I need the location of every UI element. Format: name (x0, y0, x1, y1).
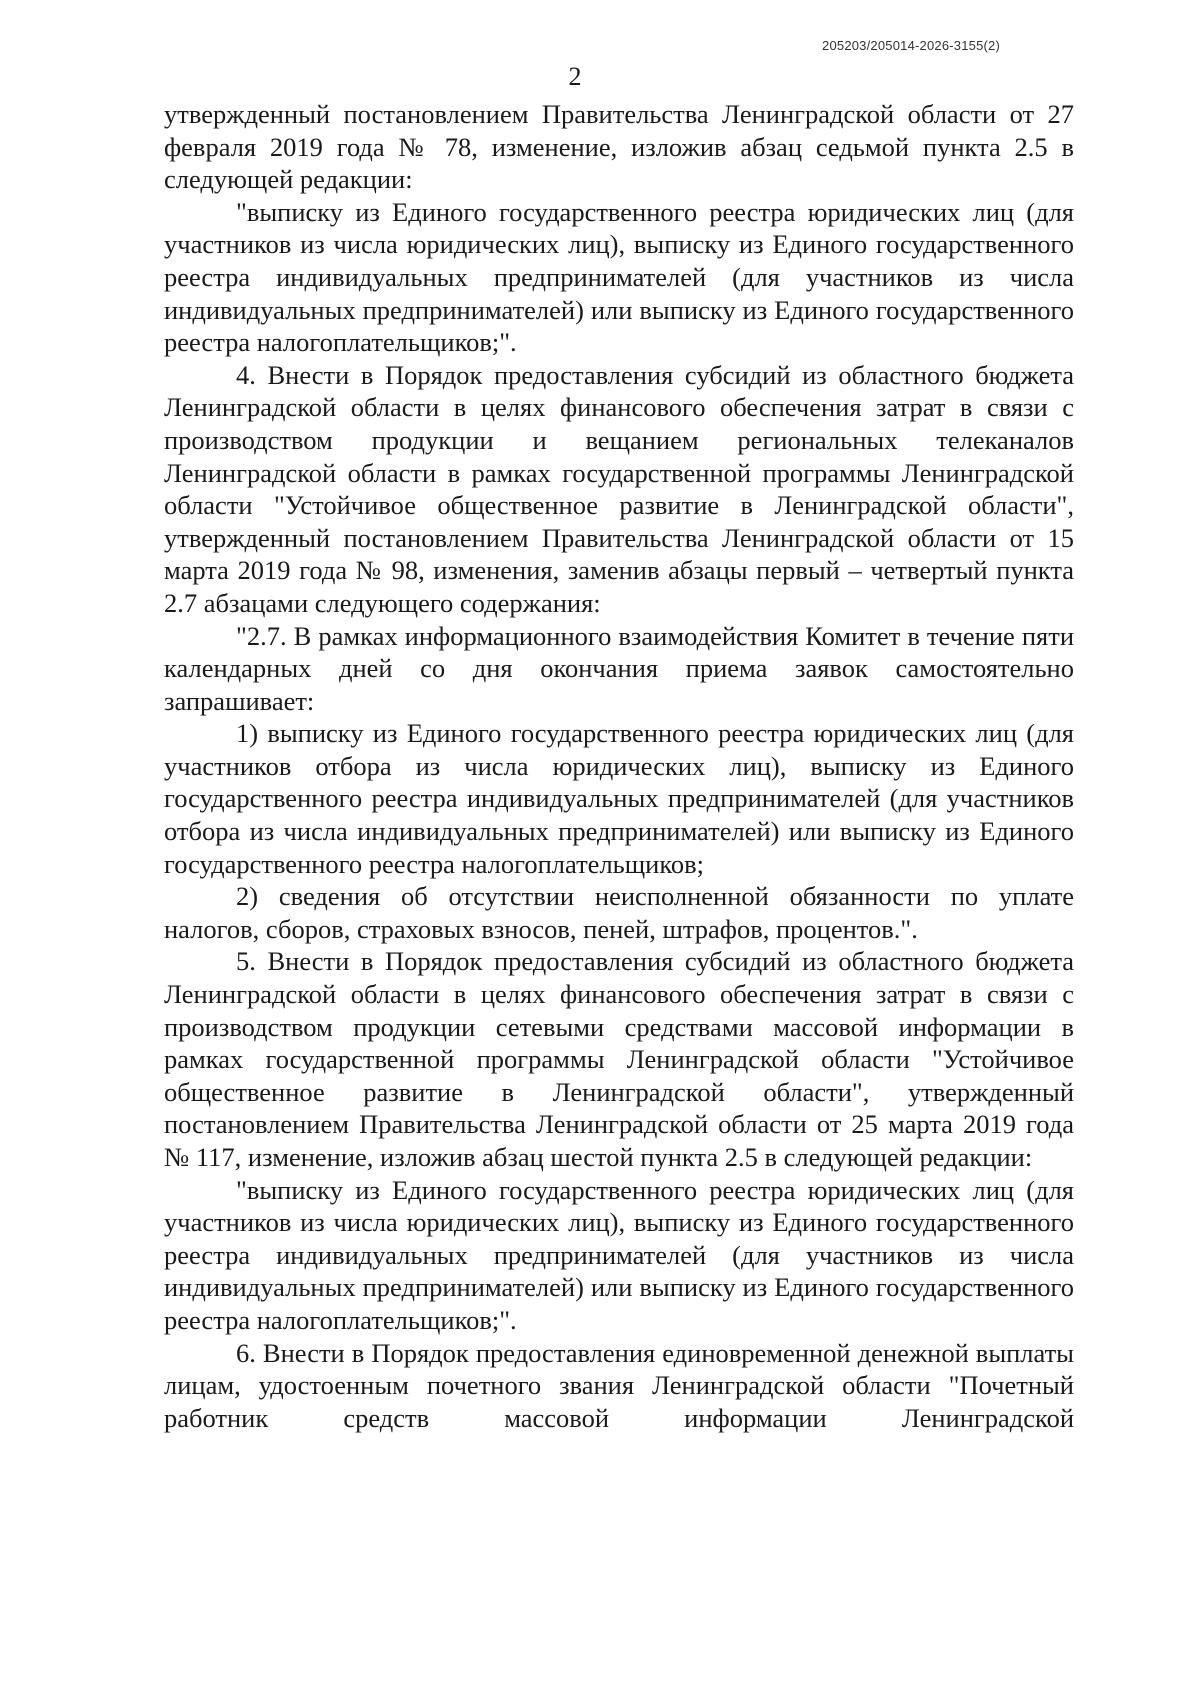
page-number: 2 (568, 62, 582, 91)
paragraph-item-6: 6. Внести в Порядок предоставления единовременной денежной выплаты лицам, удостоенным почетного звания Ленинградской области "Почетный работник средств массовой информации Ленинградской (164, 1337, 1074, 1433)
paragraph-item-2-7: "2.7. В рамках информационного взаимодействия Комитет в течение пяти календарных дней со дня окончания приема заявок самостоятельно запрашивает: (164, 620, 1074, 716)
document-body (164, 98, 1074, 1434)
paragraph-intro-continued: утвержденный постановлением Правительства Ленинградской области от 27 февраля 2019 года № 78, изменение, изложив абзац седьмой пункта 2.5 в следующей редакции: (164, 99, 1074, 195)
paragraph-subitem-1: 1) выписку из Единого государственного реестра юридических лиц (для участников отбора из числа юридических лиц), выписку из Единого государственного реестра индивидуальных предпринимателей (для участников отбора из числа индивидуальных предпринимателей) или выписку из Единого государственного реестра налогоплательщиков; (164, 718, 1074, 879)
paragraph-quote-2: "выписку из Единого государственного реестра юридических лиц (для участников из числа юридических лиц), выписку из Единого государственного реестра индивидуальных предпринимателей (для участников из числа индивидуальных предпринимателей) или выписку из Единого государственного реестра налогоплательщиков;". (164, 1174, 1074, 1335)
paragraph-quote-1: "выписку из Единого государственного реестра юридических лиц (для участников из числа юридических лиц), выписку из Единого государственного реестра индивидуальных предпринимателей (для участников из числа индивидуальных предпринимателей) или выписку из Единого государственного реестра налогоплательщиков;". (164, 196, 1074, 358)
paragraph-subitem-2: 2) сведения об отсутствии неисполненной обязанности по уплате налогов, сборов, страховых взносов, пеней, штрафов, процентов.". (164, 881, 1074, 944)
document-code: 205203/205014-2026-3155(2) (822, 38, 1000, 53)
paragraph-item-4: 4. Внести в Порядок предоставления субсидий из областного бюджета Ленинградской области в целях финансового обеспечения затрат в связи с производством продукции и вещанием региональных телеканалов Ленинградской области в рамках государственной программы Ленинградской области "Устойчивое общественное развитие в Ленинградской области", утвержденный постановлением Правительства Ленинградской области от 15 марта 2019 года № 98, изменения, заменив абзацы первый – четвертый пункта 2.7 абзацами следующего содержания: (164, 359, 1074, 618)
paragraph-item-5: 5. Внести в Порядок предоставления субсидий из областного бюджета Ленинградской области в целях финансового обеспечения затрат в связи с производством продукции сетевыми средствами массовой информации в рамках государственной программы Ленинградской области "Устойчивое общественное развитие в Ленинградской области", утвержденный постановлением Правительства Ленинградской области от 25 марта 2019 года № 117, изменение, изложив абзац шестой пункта 2.5 в следующей редакции: (164, 946, 1074, 1172)
